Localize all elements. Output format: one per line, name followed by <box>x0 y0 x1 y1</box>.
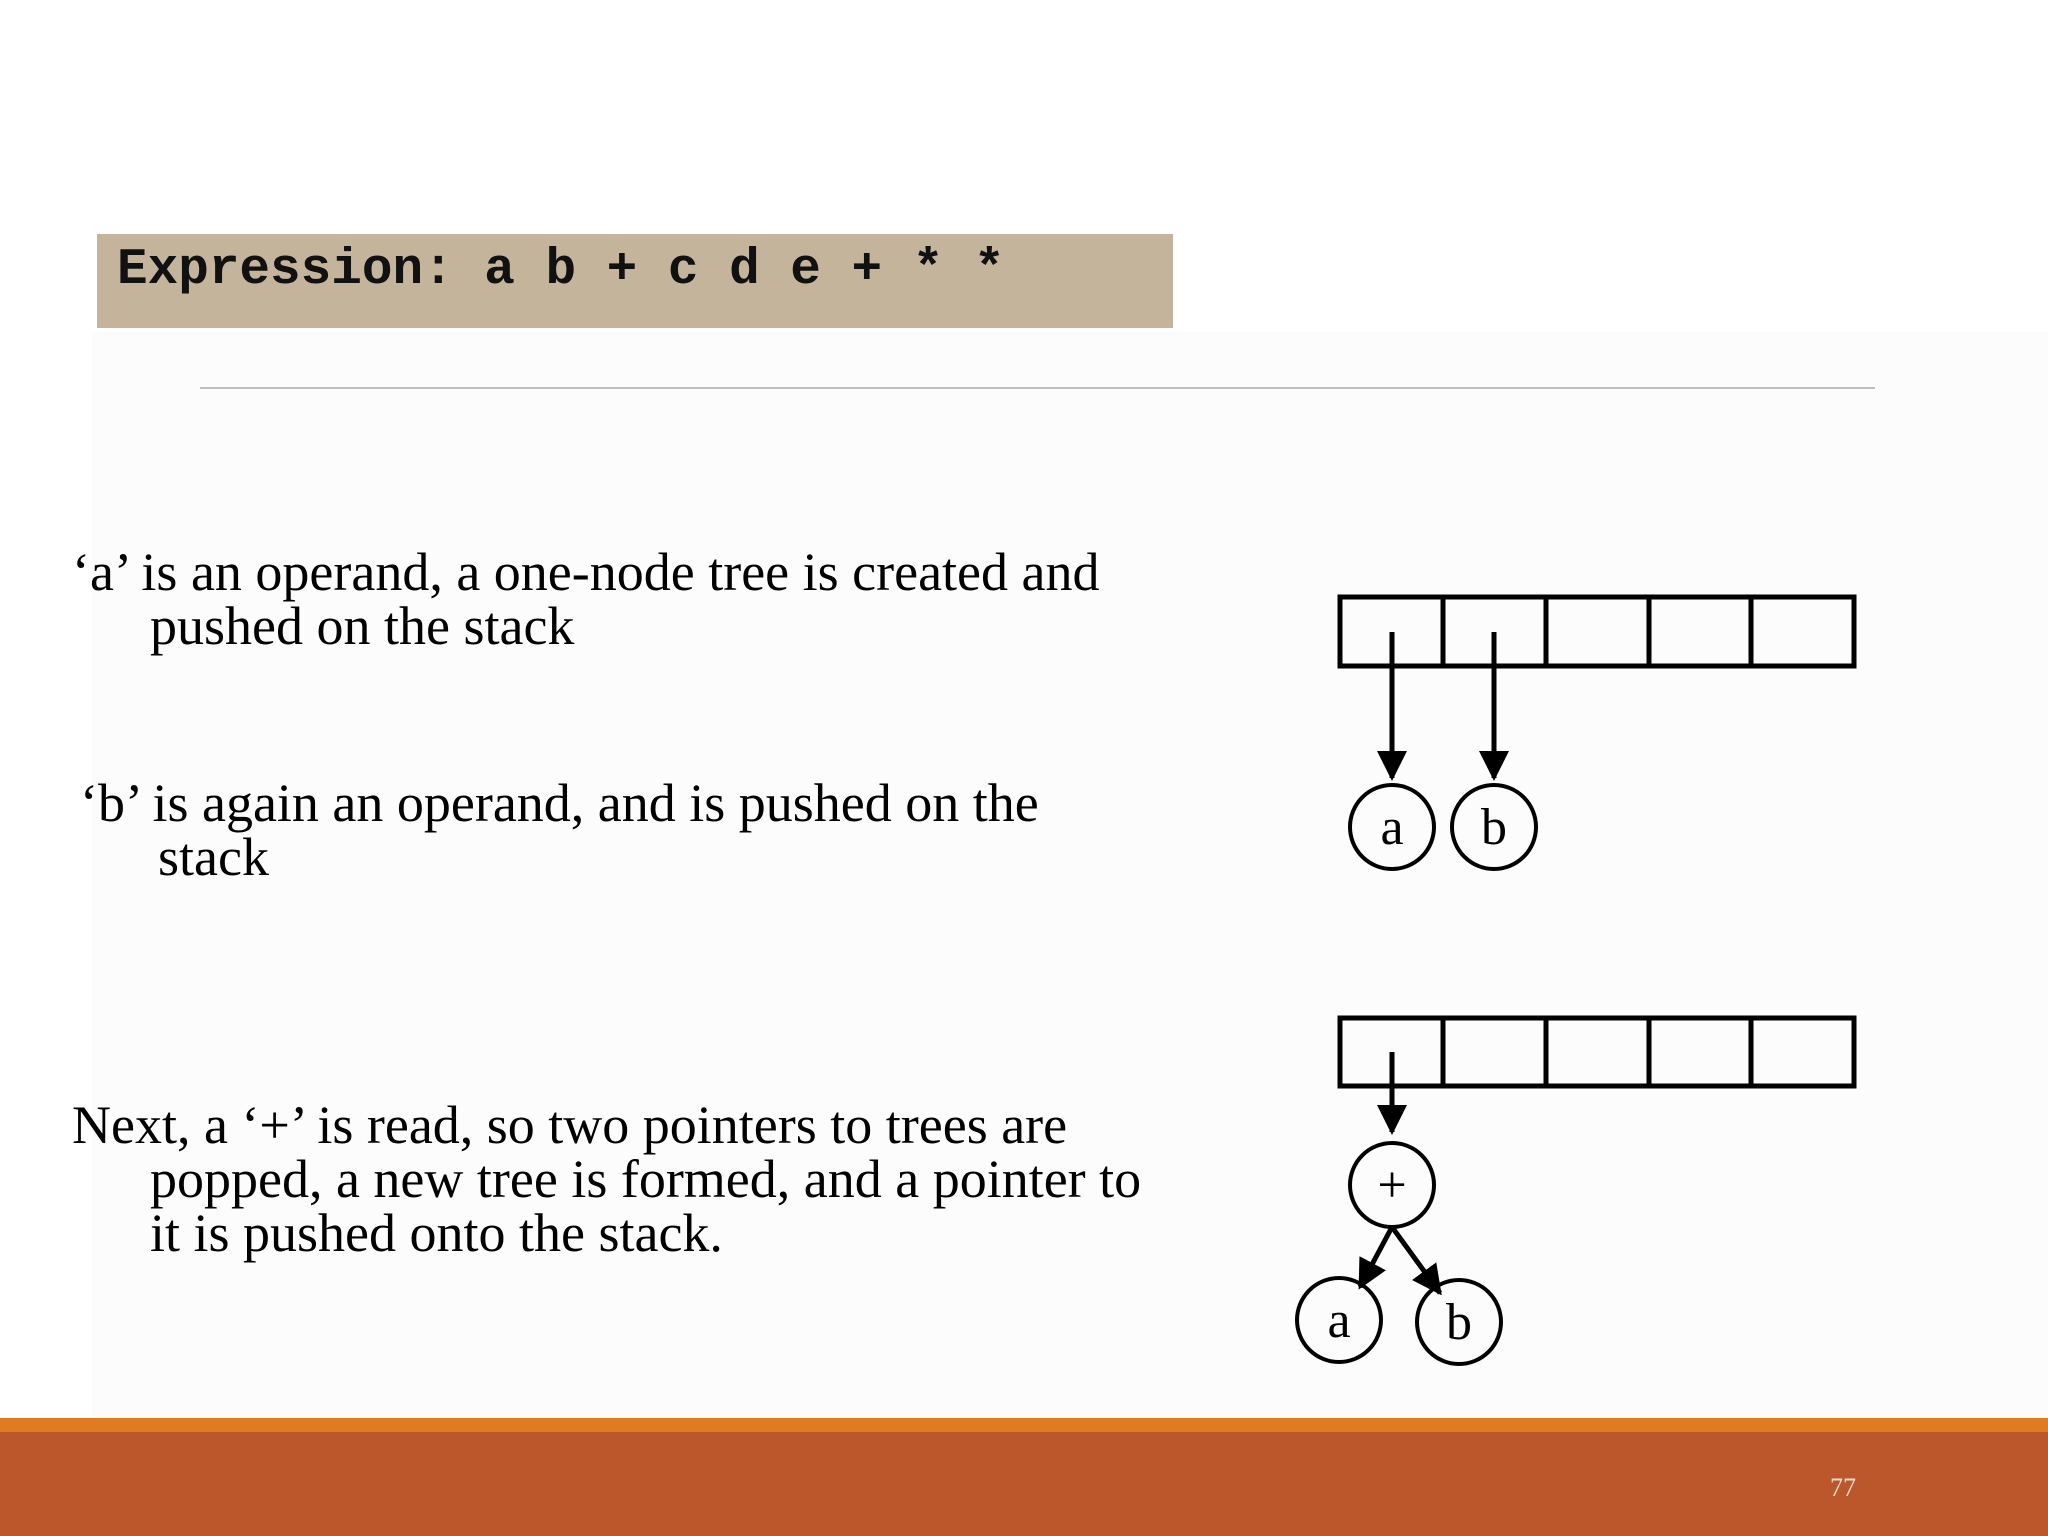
step-2-line-2: stack <box>158 827 269 887</box>
edge-plus-to-b <box>1392 1227 1440 1293</box>
stack-array-1 <box>1340 597 1854 666</box>
step-1-line-2: pushed on the stack <box>150 596 575 656</box>
slide-footer <box>0 1432 2048 1536</box>
step-2-line-1: ‘b’ is again an operand, and is pushed on the <box>80 773 1039 833</box>
node-label-child-b: b <box>1446 1294 1472 1351</box>
node-label-child-a: a <box>1327 1292 1351 1349</box>
edge-plus-to-a <box>1360 1227 1392 1287</box>
node-label-a: a <box>1380 799 1404 856</box>
stack-array-2 <box>1340 1018 1854 1086</box>
slide-title: Expression: a b + c d e + * * <box>117 242 1005 299</box>
stack-diagram-1 <box>1340 597 1854 869</box>
step-3-line-3: it is pushed onto the stack. <box>150 1203 723 1263</box>
step-1-line-1: ‘a’ is an operand, a one-node tree is created and <box>72 542 1100 602</box>
stack-diagram-2 <box>1297 1018 1854 1364</box>
page-number: 77 <box>1830 1473 1856 1502</box>
node-label-plus: + <box>1377 1157 1407 1214</box>
node-label-b: b <box>1481 799 1507 856</box>
footer-accent-stripe <box>0 1418 2048 1432</box>
step-3-line-2: popped, a new tree is formed, and a pointer to <box>150 1149 1142 1209</box>
step-3-line-1: Next, a ‘+’ is read, so two pointers to trees are <box>72 1095 1068 1155</box>
